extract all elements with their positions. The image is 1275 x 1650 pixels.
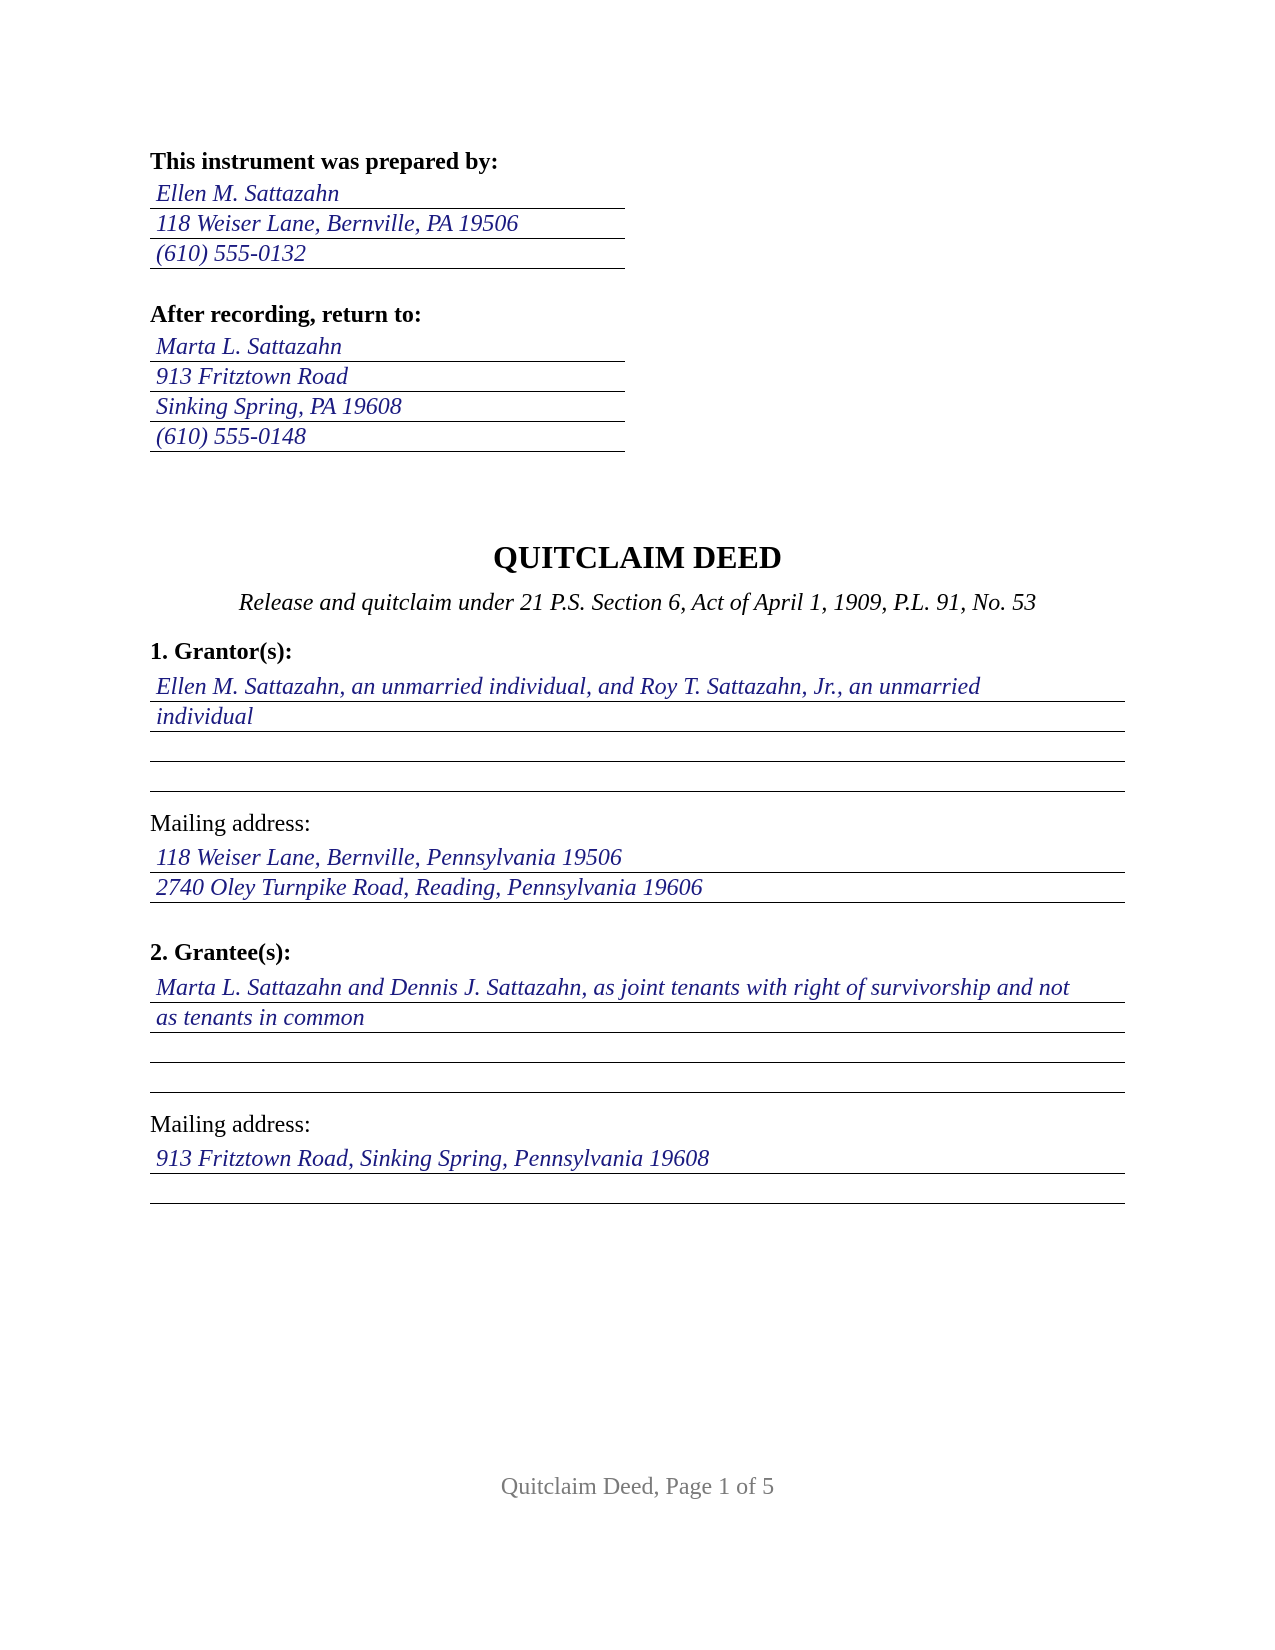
return-to-street-field[interactable]: 913 Fritztown Road: [150, 362, 625, 392]
page-footer: Quitclaim Deed, Page 1 of 5: [500, 1474, 775, 1500]
prepared-by-name-field[interactable]: Ellen M. Sattazahn: [150, 179, 625, 209]
prepared-by-section: [150, 148, 625, 269]
prepared-by-address-field[interactable]: 118 Weiser Lane, Bernville, PA 19506: [150, 209, 625, 239]
return-to-city-field[interactable]: Sinking Spring, PA 19608: [150, 392, 625, 422]
grantee-line-1-field[interactable]: Marta L. Sattazahn and Dennis J. Sattazahn, as joint tenants with right of survivorship and not: [150, 973, 1125, 1003]
grantee-mailing-label: Mailing address:: [150, 1112, 311, 1138]
grantee-line-2-field[interactable]: as tenants in common: [150, 1003, 1125, 1033]
grantor-mailing-line-1-field[interactable]: 118 Weiser Lane, Bernville, Pennsylvania 19506: [150, 843, 1125, 873]
deed-title: QUITCLAIM DEED: [493, 539, 782, 575]
return-to-phone-field[interactable]: (610) 555-0148: [150, 422, 625, 452]
prepared-by-phone-field[interactable]: (610) 555-0132: [150, 239, 625, 269]
grantee-line-3-field[interactable]: [150, 1033, 1125, 1063]
grantee-mailing-line-1-field[interactable]: 913 Fritztown Road, Sinking Spring, Pennsylvania 19608: [150, 1144, 1125, 1174]
grantor-heading: 1. Grantor(s):: [150, 639, 293, 665]
grantee-section: [150, 939, 1125, 1204]
grantor-mailing-line-2-field[interactable]: 2740 Oley Turnpike Road, Reading, Pennsylvania 19606: [150, 873, 1125, 903]
grantee-mailing-line-2-field[interactable]: [150, 1174, 1125, 1204]
return-to-section: [150, 301, 625, 452]
return-to-heading: After recording, return to:: [150, 302, 422, 328]
grantee-heading: 2. Grantee(s):: [150, 940, 292, 966]
grantor-mailing-label: Mailing address:: [150, 811, 311, 837]
grantor-line-2-field[interactable]: individual: [150, 702, 1125, 732]
grantor-line-4-field[interactable]: [150, 762, 1125, 792]
grantee-line-4-field[interactable]: [150, 1063, 1125, 1093]
return-to-name-field[interactable]: Marta L. Sattazahn: [150, 332, 625, 362]
prepared-by-heading: This instrument was prepared by:: [150, 149, 499, 175]
grantor-line-3-field[interactable]: [150, 732, 1125, 762]
deed-subtitle: Release and quitclaim under 21 P.S. Section 6, Act of April 1, 1909, P.L. 91, No. 53: [238, 590, 1037, 616]
grantor-line-1-field[interactable]: Ellen M. Sattazahn, an unmarried individual, and Roy T. Sattazahn, Jr., an unmarried: [150, 672, 1125, 702]
grantor-section: [150, 638, 1125, 903]
